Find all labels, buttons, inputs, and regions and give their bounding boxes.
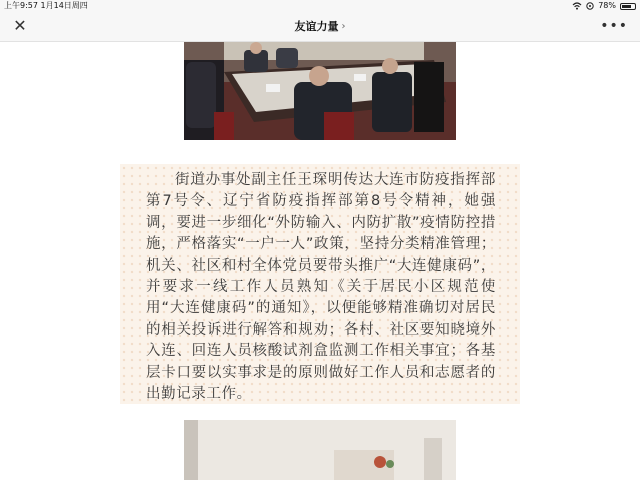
- nav-title-container: [0, 12, 640, 42]
- page-title: 友谊力量: [294, 20, 339, 33]
- status-bar: [0, 0, 640, 12]
- article-paragraph: 街道办事处副主任王琛明传达大连市防疫指挥部第7号令、辽宁省防疫指挥部第8号令精神，她强调，要进一步细化“外防输入、内防扩散”疫情防控措施，严格落实“一户一人”政策，坚持分类精准管理；机关、社区和村全体党员要带头推广“大连健康码”，并要求一线工作人员熟知《关于居民小区规范使用“大连健康码”的通知》，以便能够精准确切对居民的相关投诉进行解答和规劝；各村、社区要知晓境外入连、回连人员核酸试剂盒监测工作相关事宜；各基层卡口要以实事求是的原则做好工作人员和志愿者的出勤记录工作。: [146, 172, 496, 403]
- article-content[interactable]: [0, 42, 640, 480]
- more-icon[interactable]: •••: [600, 18, 628, 34]
- second-photo-image: [184, 420, 456, 480]
- wifi-icon: [572, 2, 582, 10]
- meeting-photo: [184, 42, 456, 140]
- article-text-panel: [120, 164, 520, 404]
- battery-icon: [620, 3, 636, 10]
- status-time-date: [4, 0, 88, 12]
- navigation-bar: [0, 12, 640, 42]
- status-date: 1月14日周四: [40, 1, 88, 10]
- battery-percent: 78%: [598, 1, 616, 10]
- second-photo: [184, 420, 456, 480]
- location-icon: [586, 2, 594, 10]
- status-time: 上午9:57: [4, 1, 38, 10]
- meeting-photo-image: [184, 42, 456, 140]
- account-title-button[interactable]: [295, 12, 346, 42]
- status-indicators: [572, 0, 636, 12]
- close-icon[interactable]: ✕: [13, 16, 27, 35]
- battery-level: [622, 5, 631, 8]
- chevron-right-icon: ›: [341, 21, 346, 32]
